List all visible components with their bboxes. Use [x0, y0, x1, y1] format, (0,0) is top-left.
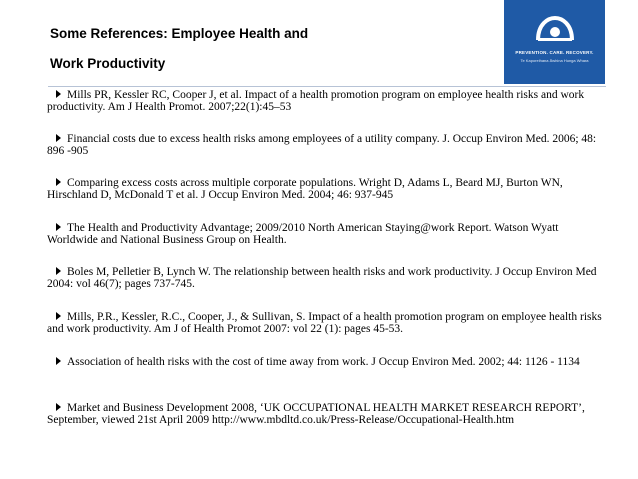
- title-divider: [48, 86, 606, 87]
- triangle-bullet-icon: [56, 403, 61, 411]
- page-title: [50, 19, 450, 79]
- triangle-bullet-icon: [56, 223, 61, 231]
- reference-text: Mills PR, Kessler RC, Cooper J, et al. Impact of a health promotion program on employee health risks and work productivity. Am J Health Promot. 2007;22(1):45–53: [47, 89, 585, 114]
- triangle-bullet-icon: [56, 90, 61, 98]
- reference-item: [47, 177, 607, 202]
- reference-item: [47, 311, 607, 336]
- reference-text: The Health and Productivity Advantage; 2009/2010 North American Staying@work Report. Watson Wyatt Worldwide and National Business Group on Health.: [47, 222, 559, 247]
- reference-text: Market and Business Development 2008, ‘UK OCCUPATIONAL HEALTH MARKET RESEARCH REPORT’, September, viewed 21st April 2009 http://www.mbdltd.co.uk/Press-Release/Occupational-Health.htm: [47, 402, 585, 427]
- triangle-bullet-icon: [56, 357, 61, 365]
- logo-subtitle: Te Kaporeihana Āwhina Hunga Whara: [520, 58, 589, 63]
- reference-item: [47, 266, 607, 291]
- acc-logo-icon: [534, 14, 576, 44]
- reference-text: Financial costs due to excess health risks among employees of a utility company. J. Occup Environ Med. 2006; 48: 896 -905: [47, 133, 597, 158]
- reference-text: Association of health risks with the cost of time away from work. J Occup Environ Med. 2002; 44: 1126 - 1134: [67, 356, 580, 368]
- reference-text: Mills, P.R., Kessler, R.C., Cooper, J., & Sullivan, S. Impact of a health promotion program on employee health risks and work productivity. Am J of Health Promot 2007: vol 22 (1): pages 45-53.: [47, 311, 602, 336]
- page-title-line-2: Work Productivity: [50, 56, 166, 71]
- reference-item: [47, 222, 607, 247]
- reference-item: [47, 356, 607, 368]
- reference-item: [47, 133, 607, 158]
- triangle-bullet-icon: [56, 134, 61, 142]
- logo-tagline: PREVENTION. CARE. RECOVERY.: [515, 50, 594, 55]
- reference-item: [47, 89, 607, 114]
- triangle-bullet-icon: [56, 267, 61, 275]
- reference-text: Comparing excess costs across multiple corporate populations. Wright D, Adams L, Beard MJ, Burton WN, Hirschland D, McDonald T et al. J Occup Environ Med. 2004; 46: 937-945: [47, 177, 563, 202]
- triangle-bullet-icon: [56, 178, 61, 186]
- reference-text: Boles M, Pelletier B, Lynch W. The relationship between health risks and work productivity. J Occup Environ Med 2004: vol 46(7); pages 737-745.: [47, 266, 597, 291]
- reference-item: [47, 402, 607, 427]
- acc-logo: [504, 0, 605, 84]
- triangle-bullet-icon: [56, 312, 61, 320]
- page-title-line-1: Some References: Employee Health and: [50, 26, 309, 41]
